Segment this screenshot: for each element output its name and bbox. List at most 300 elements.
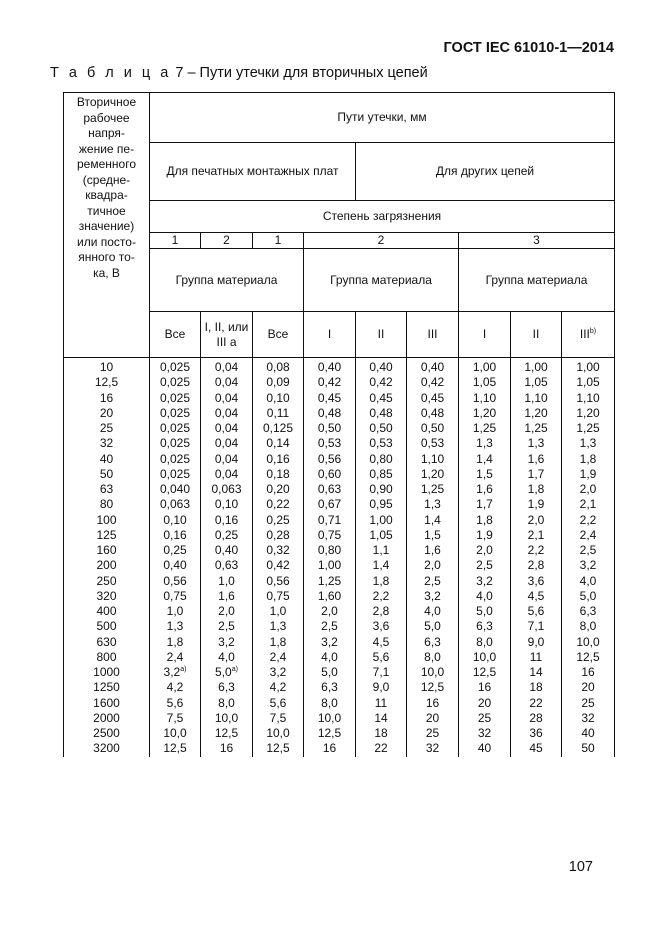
pollution-degree-cell: 2 xyxy=(304,233,459,249)
value-cell: 2,0 xyxy=(511,513,562,528)
value-cell: 1,20 xyxy=(562,406,615,421)
value-cell: 4,2 xyxy=(253,680,304,695)
value-cell: 11 xyxy=(511,650,562,665)
value-cell: 2,0 xyxy=(304,604,356,619)
voltage-header-line: тичное xyxy=(87,203,126,218)
value-cell: 0,45 xyxy=(304,391,356,406)
value-cell: 0,42 xyxy=(356,375,407,390)
value-cell: 0,16 xyxy=(253,452,304,467)
table-row xyxy=(64,528,615,543)
page-number: 107 xyxy=(568,859,593,875)
table-row xyxy=(64,726,615,741)
value-cell: 0,18 xyxy=(253,467,304,482)
value-cell: 1,8 xyxy=(562,452,615,467)
value-cell: 0,14 xyxy=(253,436,304,451)
voltage-cell: 50 xyxy=(64,467,150,482)
value-cell: 0,08 xyxy=(253,358,304,376)
value-cell: 1,25 xyxy=(407,482,459,497)
material-group-header: Группа материала xyxy=(459,249,615,312)
value-cell: 0,48 xyxy=(304,406,356,421)
value-cell: 1,10 xyxy=(407,452,459,467)
value-cell: 25 xyxy=(562,696,615,711)
value-cell: 1,20 xyxy=(407,467,459,482)
value-cell: 0,42 xyxy=(304,375,356,390)
value-cell: 20 xyxy=(562,680,615,695)
value-cell: 1,3 xyxy=(253,619,304,634)
value-cell: 1,3 xyxy=(511,436,562,451)
value-cell: 0,75 xyxy=(253,589,304,604)
table-row xyxy=(64,497,615,512)
value-cell: 36 xyxy=(511,726,562,741)
value-cell: 0,90 xyxy=(356,482,407,497)
voltage-cell: 320 xyxy=(64,589,150,604)
value-cell: 1,25 xyxy=(304,574,356,589)
value-cell: 2,2 xyxy=(511,543,562,558)
value-cell: 1,60 xyxy=(304,589,356,604)
value-cell: 1,05 xyxy=(459,375,511,390)
table-row xyxy=(64,696,615,711)
value-cell: 0,040 xyxy=(150,482,201,497)
value-cell: 16 xyxy=(201,741,253,756)
value-cell: 0,28 xyxy=(253,528,304,543)
value-cell: 1,6 xyxy=(201,589,253,604)
value-cell: 1,00 xyxy=(304,558,356,573)
value-cell: 1,5 xyxy=(459,467,511,482)
value-cell: 16 xyxy=(459,680,511,695)
value-cell: 0,40 xyxy=(304,358,356,376)
voltage-cell: 500 xyxy=(64,619,150,634)
value-cell: 0,04 xyxy=(201,406,253,421)
value-cell: 4,5 xyxy=(511,589,562,604)
value-cell: 2,1 xyxy=(511,528,562,543)
value-text: 5,0 xyxy=(215,665,232,679)
value-cell: 12,5 xyxy=(407,680,459,695)
value-cell: 1,6 xyxy=(459,482,511,497)
voltage-header-line: янного то- xyxy=(78,250,135,264)
table-row xyxy=(64,436,615,451)
subgroup-cell: Все xyxy=(253,312,304,358)
voltage-header-line: квадра- xyxy=(85,188,128,202)
voltage-cell: 3200 xyxy=(64,741,150,756)
material-group-header: Группа материала xyxy=(150,249,304,312)
table-label: Т а б л и ц а xyxy=(50,65,172,81)
creepage-header: Пути утечки, мм xyxy=(150,93,615,143)
subgroup-cell: I xyxy=(459,312,511,358)
value-cell: 32 xyxy=(562,711,615,726)
table-row xyxy=(64,635,615,650)
value-cell: 2,4 xyxy=(150,650,201,665)
value-cell: 0,025 xyxy=(150,421,201,436)
value-cell: 0,025 xyxy=(150,436,201,451)
pcb-header: Для печатных монтажных плат xyxy=(150,143,356,201)
voltage-cell: 80 xyxy=(64,497,150,512)
voltage-cell: 250 xyxy=(64,574,150,589)
value-cell: 14 xyxy=(356,711,407,726)
value-cell: 1,05 xyxy=(511,375,562,390)
table-row xyxy=(64,619,615,634)
value-cell: 1,9 xyxy=(562,467,615,482)
value-cell: 0,85 xyxy=(356,467,407,482)
subgroup-label: III xyxy=(579,327,590,341)
voltage-header-line: рабочее xyxy=(83,110,130,125)
value-cell: 1,7 xyxy=(511,467,562,482)
table-row xyxy=(64,421,615,436)
value-cell: 12,5 xyxy=(201,726,253,741)
value-cell: 0,04 xyxy=(201,436,253,451)
value-cell: 0,45 xyxy=(407,391,459,406)
voltage-column-header xyxy=(64,93,150,358)
voltage-header-line: Вторичное xyxy=(76,95,137,109)
value-cell: 16 xyxy=(407,696,459,711)
value-cell: 14 xyxy=(511,665,562,680)
value-cell: 10,0 xyxy=(253,726,304,741)
value-cell: 1,0 xyxy=(150,604,201,619)
value-cell: 11 xyxy=(356,696,407,711)
value-cell: 7,1 xyxy=(356,665,407,680)
value-cell: 10,0 xyxy=(201,711,253,726)
value-cell: 32 xyxy=(407,741,459,756)
value-cell: 0,48 xyxy=(407,406,459,421)
table-row xyxy=(64,513,615,528)
value-cell xyxy=(201,665,253,680)
value-cell: 1,7 xyxy=(459,497,511,512)
value-cell: 8,0 xyxy=(562,619,615,634)
value-cell: 0,025 xyxy=(150,452,201,467)
table-number: 7 xyxy=(175,65,184,81)
value-cell: 0,63 xyxy=(201,558,253,573)
material-group-header: Группа материала xyxy=(304,249,459,312)
value-cell: 1,1 xyxy=(356,543,407,558)
voltage-cell: 25 xyxy=(64,421,150,436)
value-cell: 10,0 xyxy=(459,650,511,665)
value-cell: 0,25 xyxy=(201,528,253,543)
value-cell: 8,0 xyxy=(201,696,253,711)
value-cell: 1,8 xyxy=(356,574,407,589)
table-row xyxy=(64,406,615,421)
voltage-cell: 1000 xyxy=(64,665,150,680)
value-cell: 1,05 xyxy=(356,528,407,543)
value-cell: 5,6 xyxy=(253,696,304,711)
value-cell: 0,025 xyxy=(150,391,201,406)
value-cell: 2,0 xyxy=(562,482,615,497)
value-cell: 12,5 xyxy=(304,726,356,741)
value-cell: 0,50 xyxy=(356,421,407,436)
table-title xyxy=(50,65,428,81)
value-cell: 0,40 xyxy=(201,543,253,558)
value-cell: 1,9 xyxy=(459,528,511,543)
pollution-degree-cell: 1 xyxy=(150,233,201,249)
value-cell: 0,48 xyxy=(356,406,407,421)
subgroup-cell: III xyxy=(407,312,459,358)
voltage-cell: 12,5 xyxy=(64,375,150,390)
value-cell: 0,40 xyxy=(356,358,407,376)
value-cell: 2,1 xyxy=(562,497,615,512)
value-cell: 5,6 xyxy=(356,650,407,665)
voltage-cell: 200 xyxy=(64,558,150,573)
voltage-header-line: (средне- xyxy=(82,172,131,187)
table-row xyxy=(64,665,615,680)
table-row xyxy=(64,558,615,573)
voltage-cell: 630 xyxy=(64,635,150,650)
value-cell: 1,00 xyxy=(562,358,615,376)
value-cell: 0,125 xyxy=(253,421,304,436)
table-row xyxy=(64,574,615,589)
value-cell: 0,22 xyxy=(253,497,304,512)
footnote-mark: a) xyxy=(180,666,187,673)
table-row xyxy=(64,604,615,619)
voltage-cell: 1250 xyxy=(64,680,150,695)
value-cell: 2,4 xyxy=(562,528,615,543)
value-cell: 1,25 xyxy=(562,421,615,436)
value-cell: 0,95 xyxy=(356,497,407,512)
value-cell: 0,42 xyxy=(407,375,459,390)
value-cell: 28 xyxy=(511,711,562,726)
table-row xyxy=(64,680,615,695)
table-row xyxy=(64,650,615,665)
subgroup-cell: II xyxy=(356,312,407,358)
pollution-degree-header: Степень загрязнения xyxy=(150,201,615,233)
value-cell: 12,5 xyxy=(562,650,615,665)
value-cell: 0,04 xyxy=(201,452,253,467)
value-cell: 1,10 xyxy=(562,391,615,406)
value-cell: 40 xyxy=(562,726,615,741)
table-row xyxy=(64,467,615,482)
value-cell: 0,10 xyxy=(201,497,253,512)
value-cell: 7,1 xyxy=(511,619,562,634)
table-row xyxy=(64,391,615,406)
voltage-header-line: значение) xyxy=(78,219,135,233)
value-cell: 2,2 xyxy=(356,589,407,604)
subgroup-cell: Все xyxy=(150,312,201,358)
value-cell: 20 xyxy=(407,711,459,726)
table-row xyxy=(64,452,615,467)
value-cell: 25 xyxy=(407,726,459,741)
value-cell: 0,11 xyxy=(253,406,304,421)
value-cell: 0,40 xyxy=(150,558,201,573)
value-cell: 0,025 xyxy=(150,467,201,482)
value-cell: 0,32 xyxy=(253,543,304,558)
value-cell: 7,5 xyxy=(150,711,201,726)
value-text: 3,2 xyxy=(163,665,181,679)
value-cell: 1,00 xyxy=(511,358,562,376)
value-cell: 1,8 xyxy=(150,635,201,650)
value-cell: 1,20 xyxy=(511,406,562,421)
value-cell: 4,5 xyxy=(356,635,407,650)
voltage-cell: 100 xyxy=(64,513,150,528)
value-cell: 40 xyxy=(459,741,511,756)
voltage-cell: 20 xyxy=(64,406,150,421)
value-cell xyxy=(150,665,201,680)
value-cell: 3,2 xyxy=(407,589,459,604)
value-cell: 1,3 xyxy=(407,497,459,512)
voltage-header-line: или посто- xyxy=(77,234,136,249)
value-cell: 2,0 xyxy=(459,543,511,558)
value-cell: 3,6 xyxy=(511,574,562,589)
value-cell: 2,2 xyxy=(562,513,615,528)
value-cell: 1,8 xyxy=(253,635,304,650)
value-cell: 2,5 xyxy=(201,619,253,634)
value-cell: 6,3 xyxy=(304,680,356,695)
table-caption: – Пути утечки для вторичных цепей xyxy=(187,65,428,81)
value-cell: 0,56 xyxy=(150,574,201,589)
voltage-cell: 2500 xyxy=(64,726,150,741)
value-cell: 1,00 xyxy=(459,358,511,376)
value-cell: 0,16 xyxy=(201,513,253,528)
table-row xyxy=(64,358,615,376)
value-cell: 5,6 xyxy=(511,604,562,619)
pollution-degree-cell: 2 xyxy=(201,233,253,249)
value-cell: 0,63 xyxy=(304,482,356,497)
value-cell: 0,25 xyxy=(150,543,201,558)
subgroup-cell xyxy=(562,312,615,358)
value-cell: 4,0 xyxy=(407,604,459,619)
value-cell: 0,10 xyxy=(253,391,304,406)
value-cell: 6,3 xyxy=(407,635,459,650)
voltage-header-line: ка, В xyxy=(93,265,120,280)
value-cell: 1,3 xyxy=(459,436,511,451)
table-row xyxy=(64,741,615,756)
value-cell: 3,2 xyxy=(459,574,511,589)
value-cell: 0,53 xyxy=(304,436,356,451)
value-cell: 1,6 xyxy=(407,543,459,558)
value-cell: 2,8 xyxy=(511,558,562,573)
value-cell: 0,42 xyxy=(253,558,304,573)
value-cell: 0,67 xyxy=(304,497,356,512)
value-cell: 0,50 xyxy=(304,421,356,436)
value-cell: 4,0 xyxy=(201,650,253,665)
value-cell: 9,0 xyxy=(511,635,562,650)
value-cell: 1,5 xyxy=(407,528,459,543)
voltage-cell: 63 xyxy=(64,482,150,497)
value-cell: 1,4 xyxy=(459,452,511,467)
document-standard-id: ГОСТ IEC 61010-1—2014 xyxy=(443,40,614,56)
voltage-cell: 800 xyxy=(64,650,150,665)
value-cell: 10,0 xyxy=(562,635,615,650)
value-cell: 2,5 xyxy=(562,543,615,558)
value-cell: 8,0 xyxy=(407,650,459,665)
value-cell: 8,0 xyxy=(459,635,511,650)
value-cell: 1,9 xyxy=(511,497,562,512)
subgroup-cell: I, II, или III a xyxy=(201,312,253,358)
voltage-cell: 125 xyxy=(64,528,150,543)
value-cell: 0,04 xyxy=(201,375,253,390)
subgroup-cell: II xyxy=(511,312,562,358)
value-cell: 8,0 xyxy=(304,696,356,711)
value-cell: 10,0 xyxy=(304,711,356,726)
creepage-table xyxy=(63,92,615,757)
value-cell: 0,80 xyxy=(356,452,407,467)
value-cell: 1,05 xyxy=(562,375,615,390)
value-cell: 3,6 xyxy=(356,619,407,634)
value-cell: 0,50 xyxy=(407,421,459,436)
value-cell: 5,0 xyxy=(304,665,356,680)
subgroup-cell: I xyxy=(304,312,356,358)
value-cell: 0,56 xyxy=(304,452,356,467)
value-cell: 0,80 xyxy=(304,543,356,558)
value-cell: 0,25 xyxy=(253,513,304,528)
value-cell: 5,0 xyxy=(407,619,459,634)
value-cell: 0,025 xyxy=(150,358,201,376)
value-cell: 6,3 xyxy=(201,680,253,695)
table-row xyxy=(64,482,615,497)
value-cell: 0,10 xyxy=(150,513,201,528)
voltage-cell: 10 xyxy=(64,358,150,376)
voltage-cell: 32 xyxy=(64,436,150,451)
value-cell: 1,3 xyxy=(150,619,201,634)
value-cell: 1,25 xyxy=(511,421,562,436)
other-circuits-header: Для других цепей xyxy=(356,143,615,201)
value-cell: 3,2 xyxy=(253,665,304,680)
value-cell: 0,75 xyxy=(304,528,356,543)
value-cell: 5,0 xyxy=(562,589,615,604)
voltage-cell: 160 xyxy=(64,543,150,558)
value-cell: 1,6 xyxy=(511,452,562,467)
value-cell: 18 xyxy=(511,680,562,695)
pollution-degree-cell: 1 xyxy=(253,233,304,249)
value-cell: 5,6 xyxy=(150,696,201,711)
value-cell: 0,09 xyxy=(253,375,304,390)
value-cell: 10,0 xyxy=(407,665,459,680)
value-cell: 1,0 xyxy=(201,574,253,589)
value-cell: 10,0 xyxy=(150,726,201,741)
voltage-cell: 1600 xyxy=(64,696,150,711)
value-cell: 20 xyxy=(459,696,511,711)
value-cell: 1,0 xyxy=(253,604,304,619)
value-cell: 1,20 xyxy=(459,406,511,421)
value-cell: 22 xyxy=(356,741,407,756)
value-cell: 0,04 xyxy=(201,391,253,406)
value-cell: 0,063 xyxy=(201,482,253,497)
value-cell: 4,0 xyxy=(459,589,511,604)
voltage-header-line: напря- xyxy=(88,126,125,140)
value-cell: 6,3 xyxy=(459,619,511,634)
value-cell: 2,5 xyxy=(459,558,511,573)
value-cell: 3,2 xyxy=(562,558,615,573)
value-cell: 0,025 xyxy=(150,406,201,421)
table-row xyxy=(64,375,615,390)
value-cell: 1,4 xyxy=(356,558,407,573)
value-cell: 16 xyxy=(304,741,356,756)
table-row xyxy=(64,589,615,604)
voltage-cell: 40 xyxy=(64,452,150,467)
value-cell: 7,5 xyxy=(253,711,304,726)
value-cell: 2,0 xyxy=(407,558,459,573)
value-cell: 3,2 xyxy=(304,635,356,650)
value-cell: 32 xyxy=(459,726,511,741)
value-cell: 2,4 xyxy=(253,650,304,665)
value-cell: 5,0 xyxy=(459,604,511,619)
footnote-mark: a) xyxy=(231,666,238,673)
table-body xyxy=(64,358,615,757)
value-cell: 0,20 xyxy=(253,482,304,497)
value-cell: 0,04 xyxy=(201,358,253,376)
value-cell: 0,025 xyxy=(150,375,201,390)
value-cell: 1,00 xyxy=(356,513,407,528)
value-cell: 12,5 xyxy=(253,741,304,756)
value-cell: 12,5 xyxy=(459,665,511,680)
value-cell: 2,8 xyxy=(356,604,407,619)
value-cell: 18 xyxy=(356,726,407,741)
value-cell: 0,53 xyxy=(356,436,407,451)
pollution-degree-cell: 3 xyxy=(459,233,615,249)
value-cell: 0,063 xyxy=(150,497,201,512)
footnote-mark: b) xyxy=(589,328,597,335)
value-cell: 50 xyxy=(562,741,615,756)
value-cell: 4,0 xyxy=(304,650,356,665)
value-cell: 1,25 xyxy=(459,421,511,436)
value-cell: 1,3 xyxy=(562,436,615,451)
value-cell: 0,53 xyxy=(407,436,459,451)
